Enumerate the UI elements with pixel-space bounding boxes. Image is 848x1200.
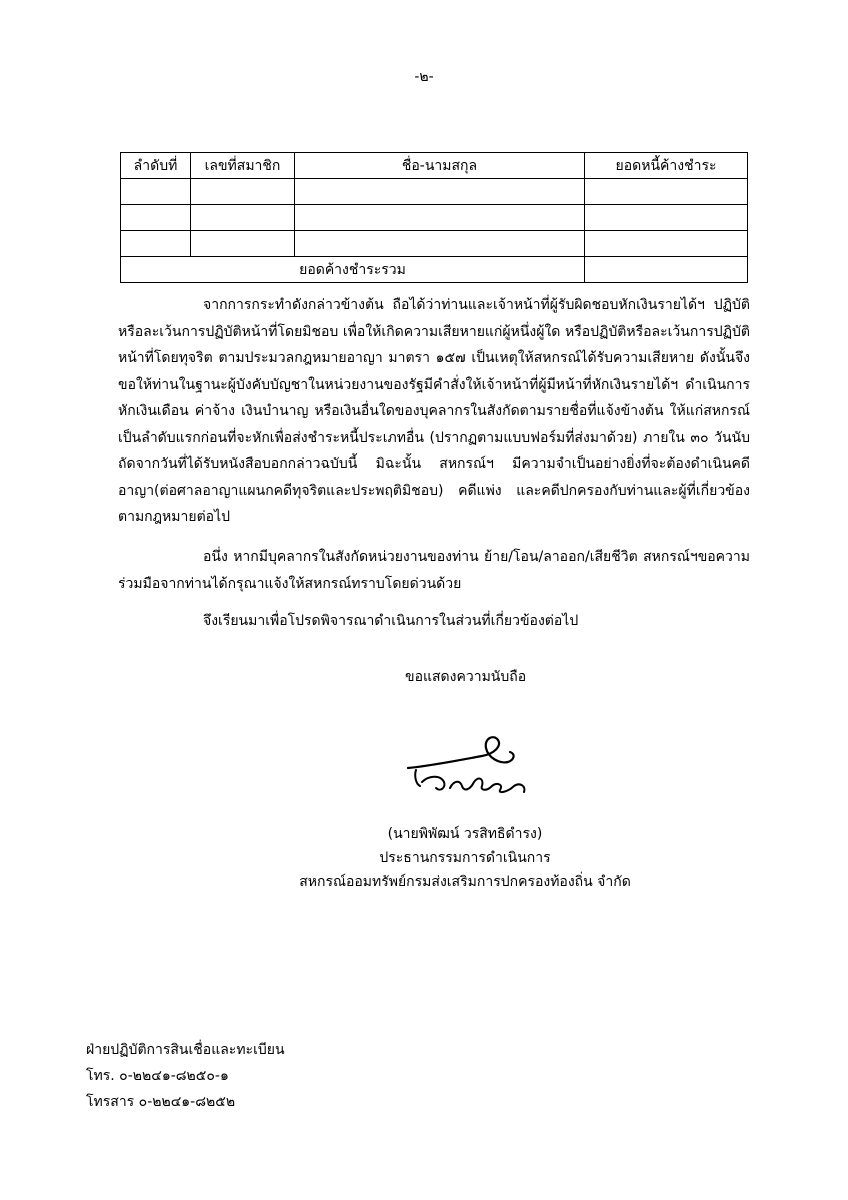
table-cell [295,231,585,257]
paragraph-request: จึงเรียนมาเพื่อโปรดพิจารณาดำเนินการในส่วนที่เกี่ยวข้องต่อไป [203,613,579,629]
table-header-row [121,153,748,179]
header-debt: ยอดหนี้ค้างชำระ [585,153,748,179]
table-cell [585,231,748,257]
table-cell [121,205,191,231]
total-label: ยอดค้างชำระรวม [121,257,585,283]
signer-position: ประธานกรรมการดำเนินการ [379,850,551,866]
table-cell [585,179,748,205]
table-cell [295,179,585,205]
signer-organization: สหกรณ์ออมทรัพย์กรมส่งเสริมการปกครองท้องถิ่น จำกัด [299,874,631,890]
table-cell [121,231,191,257]
paragraph-liability: จากการกระทำดังกล่าวข้างต้น ถือได้ว่าท่านและเจ้าหน้าที่ผู้รับผิดชอบหักเงินรายได้ฯ ปฏิบัติหรือละเว้นการปฏิบัติหน้าที่โดยมิชอบ เพื่อให้เกิดความเสียหายแก่ผู้หนึ่งผู้ใด หรือปฏิบัติหรือละเว้นการปฏิบัติหน้าที่โดยทุจริต ตามประมวลกฎหมายอาญา มาตรา ๑๕๗ เป็นเหตุให้สหกรณ์ได้รับความเสียหาย ดังนั้นจึงขอให้ท่านในฐานะผู้บังคับบัญชาในหน่วยงานของรัฐมีคำสั่งให้เจ้าหน้าที่ผู้มีหน้าที่หักเงินรายได้ฯ ดำเนินการหักเงินเดือน ค่าจ้าง เงินบำนาญ หรือเงินอื่นใดของบุคลากรในสังกัดตามรายชื่อที่แจ้งข้างต้น ให้แก่สหกรณ์เป็นลำดับแรกก่อนที่จะหักเพื่อส่งชำระหนี้ประเภทอื่น (ปรากฏตามแบบฟอร์มที่ส่งมาด้วย) ภายใน ๓๐ วันนับถัดจากวันที่ได้รับหนังสือบอกกล่าวฉบับนี้ มิฉะนั้น สหกรณ์ฯ มีความจำเป็นอย่างยิ่งที่จะต้องดำเนินคดีอาญา(ต่อศาลอาญาแผนกคดีทุจริตและประพฤติมิชอบ) คดีแพ่ง และคดีปกครองกับท่านและผู้ที่เกี่ยวข้องตามกฎหมายต่อไป [118,297,750,525]
table-row [121,179,748,205]
signer-name: (นายพิพัฒน์ วรสิทธิดำรง) [387,826,543,842]
footer-department: ฝ่ายปฏิบัติการสินเชื่อและทะเบียน [86,1042,285,1058]
footer-phone: โทร. ๐-๒๒๔๑-๘๒๕๐-๑ [86,1068,229,1084]
table-cell [191,179,295,205]
table-cell [121,179,191,205]
header-name: ชื่อ-นามสกุล [295,153,585,179]
table-cell [191,231,295,257]
debt-table [120,152,748,283]
signature-image [400,730,550,800]
table-total-row [121,257,748,283]
page-number: -๒- [414,69,434,85]
table-cell [191,205,295,231]
header-seq: ลำดับที่ [121,153,191,179]
total-value [585,257,748,283]
table-cell [295,205,585,231]
table-cell [585,205,748,231]
closing-salutation: ขอแสดงความนับถือ [405,669,527,685]
footer-fax: โทรสาร ๐-๒๒๔๑-๘๒๕๒ [86,1094,236,1110]
paragraph-notice: อนึ่ง หากมีบุคลากรในสังกัดหน่วยงานของท่าน ย้าย/โอน/ลาออก/เสียชีวิต สหกรณ์ฯขอความร่วมมือจากท่านได้กรุณาแจ้งให้สหกรณ์ทราบโดยด่วนด้วย [118,549,750,592]
table-row [121,205,748,231]
table-row [121,231,748,257]
header-member-no: เลขที่สมาชิก [191,153,295,179]
